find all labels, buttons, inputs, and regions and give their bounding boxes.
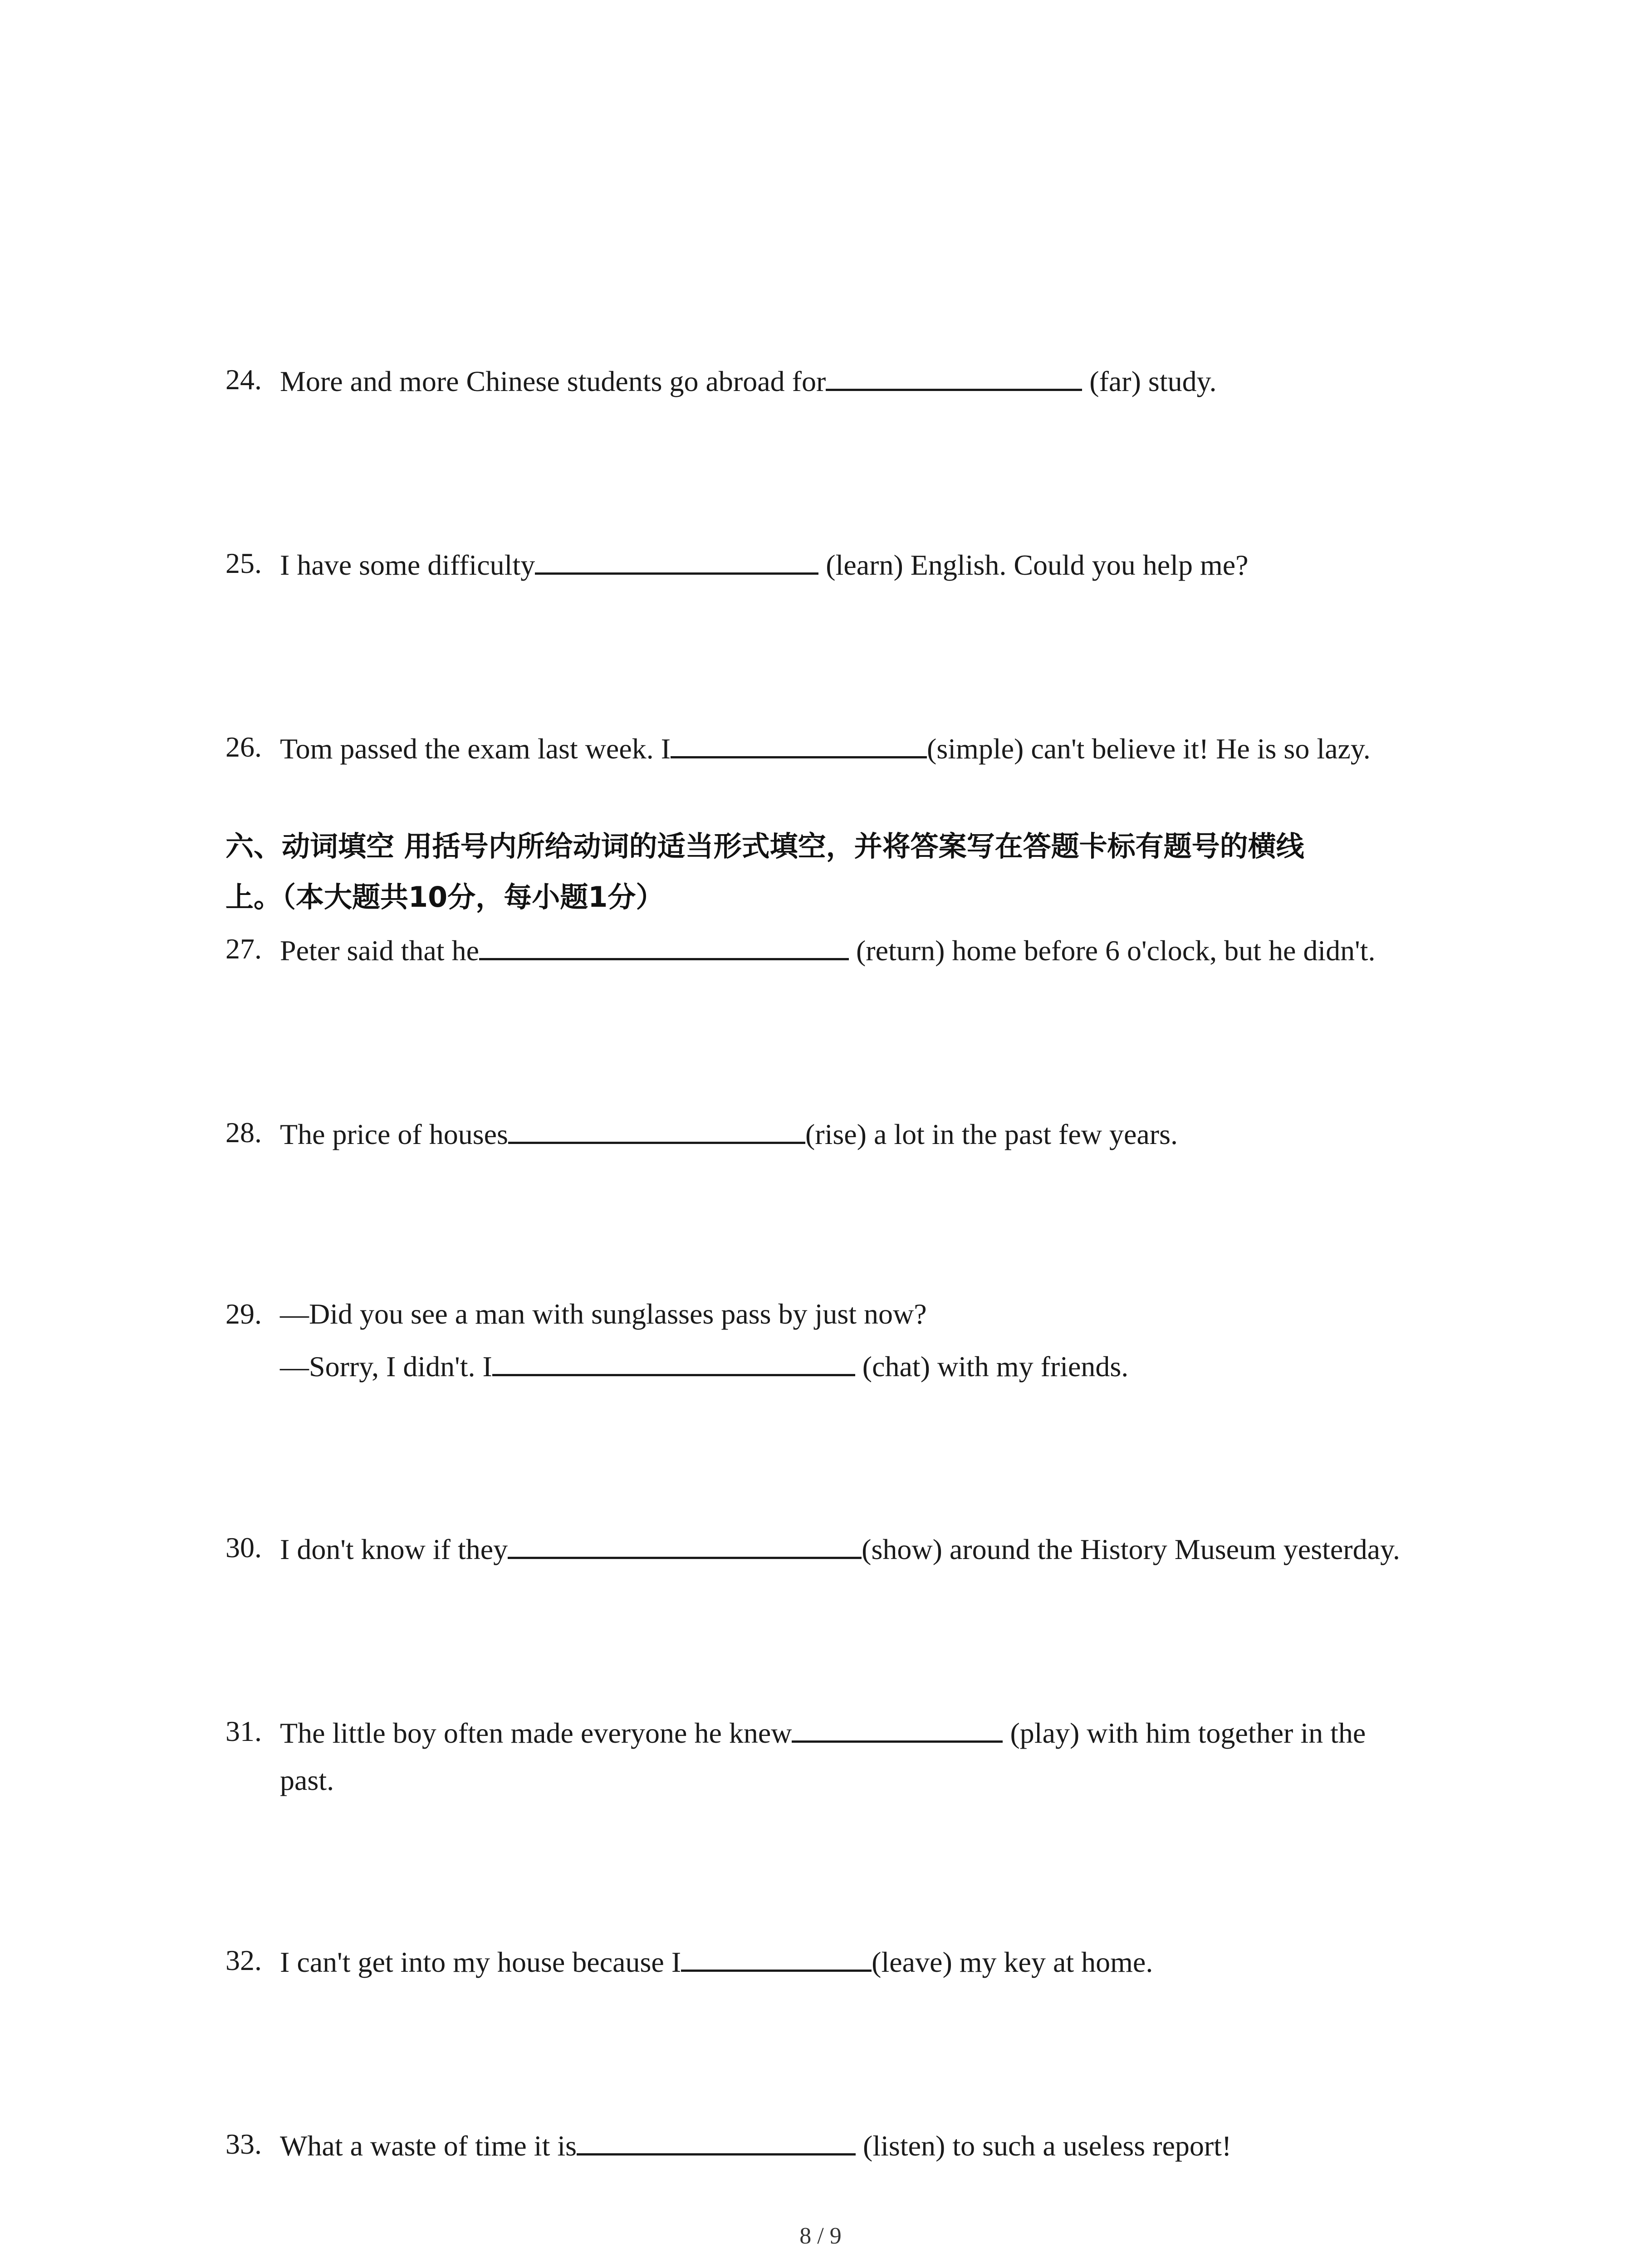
question-text-after: (leave) my key at home. xyxy=(872,1946,1153,1978)
question-number: 25. xyxy=(225,547,262,579)
section-heading xyxy=(225,821,1423,923)
page-number: 8 / 9 xyxy=(799,2223,842,2249)
question-30 xyxy=(225,1524,1487,1573)
answer-blank[interactable] xyxy=(792,1708,1003,1743)
question-number: 31. xyxy=(225,1715,262,1747)
question-number: 28. xyxy=(225,1116,262,1149)
answer-blank[interactable] xyxy=(826,356,1082,391)
answer-blank[interactable] xyxy=(681,1937,872,1972)
question-33 xyxy=(225,2121,1487,2170)
question-number: 29. xyxy=(225,1298,262,1330)
question-text-before: I don't know if they xyxy=(280,1533,508,1565)
question-25 xyxy=(225,540,1487,589)
question-text-before: More and more Chinese students go abroad for xyxy=(280,365,826,397)
question-text-continuation: past. xyxy=(280,1764,334,1796)
question-text-after: (play) with him together in the xyxy=(1003,1717,1366,1749)
question-text-after: (learn) English. Could you help me? xyxy=(818,549,1249,581)
answer-blank[interactable] xyxy=(479,925,849,960)
question-text-after: (chat) with my friends. xyxy=(855,1350,1129,1383)
question-number: 32. xyxy=(225,1944,262,1976)
question-24 xyxy=(225,356,1487,405)
question-text-before: —Sorry, I didn't. I xyxy=(280,1350,492,1383)
question-text-after: (show) around the History Museum yesterday. xyxy=(862,1533,1400,1565)
question-text-before: I have some difficulty xyxy=(280,549,535,581)
answer-blank[interactable] xyxy=(508,1109,805,1144)
question-number: 27. xyxy=(225,933,262,965)
question-29 xyxy=(225,1290,1487,1390)
question-text-after: (simple) can't believe it! He is so lazy. xyxy=(927,733,1371,765)
question-text-before: Tom passed the exam last week. I xyxy=(280,733,671,765)
answer-blank[interactable] xyxy=(671,723,927,758)
question-28 xyxy=(225,1109,1487,1158)
question-31 xyxy=(225,1708,1487,1804)
section-heading-line-2: 上。（本大题共10分，每小题1分） xyxy=(225,880,664,914)
question-text-before: The little boy often made everyone he knew xyxy=(280,1717,792,1749)
answer-blank[interactable] xyxy=(535,540,818,575)
answer-blank[interactable] xyxy=(508,1524,862,1559)
section-heading-line-1: 六、动词填空 用括号内所给动词的适当形式填空，并将答案写在答题卡标有题号的横线 xyxy=(225,830,1304,863)
question-text-after: (far) study. xyxy=(1082,365,1217,397)
question-text-after: (rise) a lot in the past few years. xyxy=(805,1118,1178,1150)
question-text-before: The price of houses xyxy=(280,1118,508,1150)
question-text-after: (return) home before 6 o'clock, but he didn't. xyxy=(848,934,1376,967)
question-number: 30. xyxy=(225,1531,262,1564)
answer-blank[interactable] xyxy=(577,2121,856,2156)
question-text-before: Peter said that he xyxy=(280,934,479,967)
question-number: 33. xyxy=(225,2128,262,2160)
question-text-before: I can't get into my house because I xyxy=(280,1946,681,1978)
question-text-before: What a waste of time it is xyxy=(280,2130,577,2162)
question-27 xyxy=(225,925,1487,974)
answer-blank[interactable] xyxy=(492,1341,855,1376)
question-26 xyxy=(225,723,1487,772)
question-32 xyxy=(225,1937,1487,1986)
question-number: 24. xyxy=(225,363,262,396)
question-text-after: (listen) to such a useless report! xyxy=(856,2130,1232,2162)
dialogue-line-1: —Did you see a man with sunglasses pass by just now? xyxy=(280,1298,927,1330)
question-number: 26. xyxy=(225,731,262,763)
